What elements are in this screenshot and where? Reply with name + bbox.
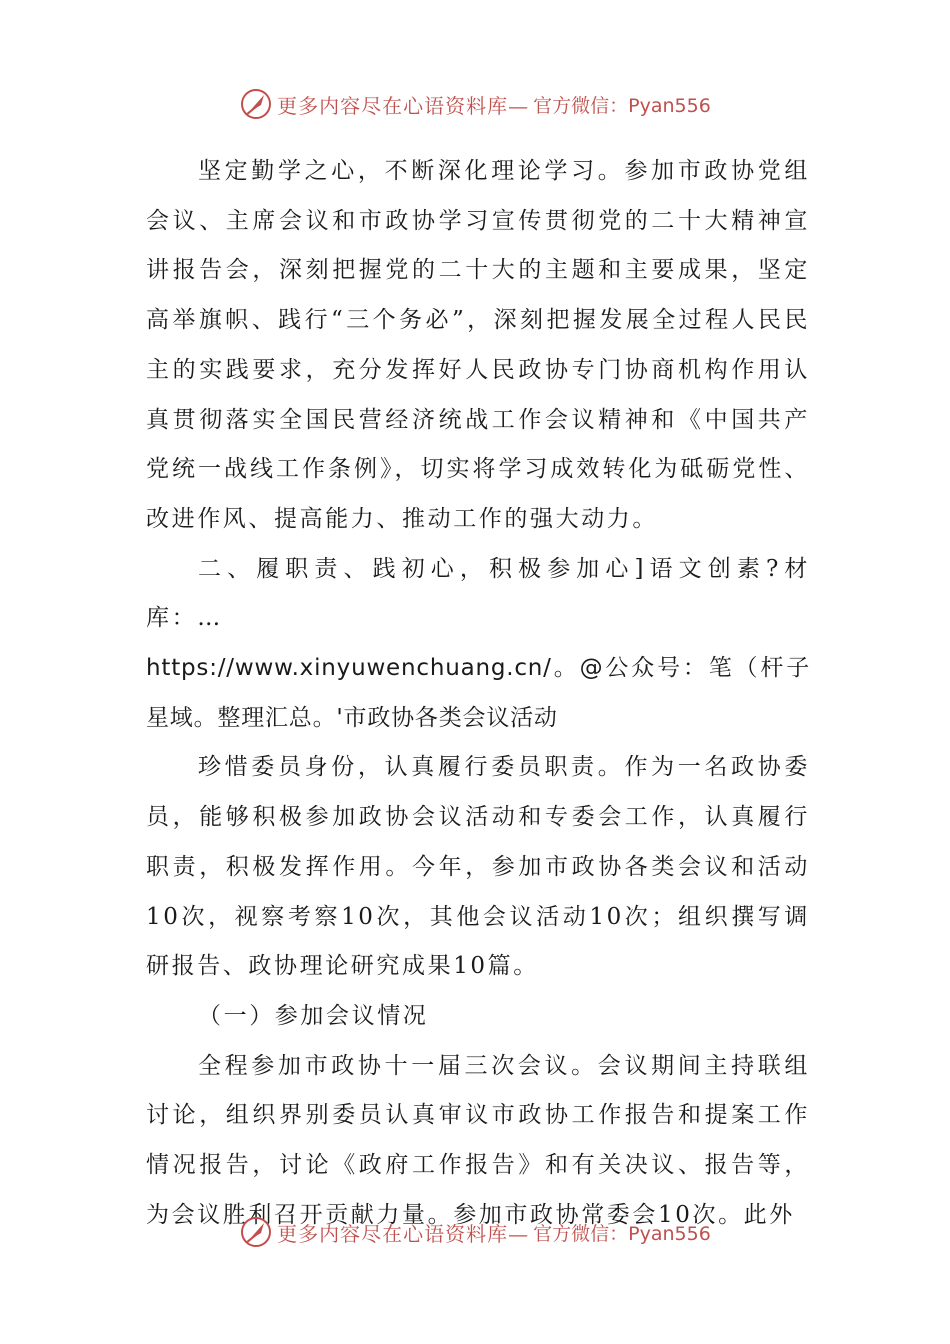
header-brand-text: 更多内容尽在心语资料库—: [277, 93, 530, 118]
paragraph-study: 坚定勤学之心，不断深化理论学习。参加市政协党组会议、主席会议和市政协学习宣传贯彻党的二十大精神宣讲报告会，深刻把握党的二十大的主题和主要成果，坚定高举旗帜、践行“三个务必”，深刻把握发展全过程人民民主的实践要求，充分发挥好人民政协专门协商机构作用认真贯彻落实全国民营经济统战工作会议精神和《中国共产党统一战线工作条例》，切实将学习成效转化为砥砺党性、改进作风、提高能力、推动工作的强大动力。: [146, 158, 810, 532]
footer-wechat-text: 官方微信：Pyan556: [533, 1222, 711, 1245]
paragraph-duties: 珍惜委员身份，认真履行委员职责。作为一名政协委员，能够积极参加政协会议活动和专委会工作，认真履行职责，积极发挥作用。今年，参加市政协各类会议和活动10次，视察考察10次，其他会议活动10次；组织撰写调研报告、政协理论研究成果10篇。: [146, 754, 810, 980]
quill-logo-icon: [239, 1215, 273, 1249]
header-banner: [0, 84, 950, 124]
footer-brand-text: 更多内容尽在心语资料库—: [277, 1221, 530, 1246]
section-heading-duties: 二、履职责、践初心，积极参加心]语文创素?材库：…: [146, 555, 810, 632]
paragraph-meetings: 全程参加市政协十一届三次会议。会议期间主持联组讨论，组织界别委员认真审议市政协工作报告和提案工作情况报告，讨论《政府工作报告》和有关决议、报告等，为会议胜利召开贡献力量。参加市政协常委会10次。此外: [146, 1052, 810, 1228]
header-wechat-text: 官方微信：Pyan556: [533, 94, 711, 117]
footer-banner: [0, 1212, 950, 1252]
quill-logo-icon: [239, 87, 273, 121]
subheading-meetings: （一）参加会议情况: [198, 1002, 429, 1029]
source-line: https://www.xinyuwenchuang.cn/。@公众号：笔（杆子星域。整理汇总。'市政协各类会议活动: [146, 655, 810, 731]
document-body: [146, 147, 810, 1240]
